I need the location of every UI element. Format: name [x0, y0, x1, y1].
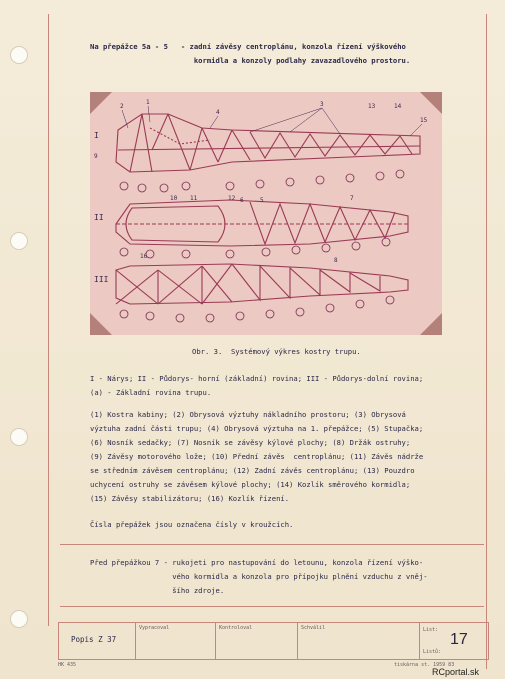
callout-3: 3 [320, 101, 324, 108]
callout-8: 8 [334, 257, 338, 264]
header-line-1: Na přepážce 5a - 5 - zadní závěsy centroplánu, konzola řízení výškového [90, 42, 406, 51]
items-legend-line-1: (1) Kostra kabiny; (2) Obrysová výztuhy nákladního prostoru; (3) Obrysová [90, 410, 406, 419]
page-number: 17 [450, 631, 468, 648]
callout-10: 10 [170, 195, 178, 202]
callout-14: 14 [394, 103, 402, 110]
bulkhead-note: Čísla přepážek jsou označena čísly v kroužcích. [90, 520, 294, 529]
cell-kontroloval [215, 623, 298, 659]
bottom-note-line-1: Před přepážkou 7 - rukojeti pro nastupování do letounu, konzola řízení výško- [90, 558, 424, 567]
left-margin-line [48, 14, 49, 626]
view-label-2: II [94, 213, 104, 222]
label-schvalil: Schválil [301, 625, 326, 631]
corner-mount [90, 313, 112, 335]
view-3-bottom-plan [116, 264, 408, 304]
callout-6: 6 [240, 197, 244, 204]
view-label-3: III [94, 275, 109, 284]
form-code: HK 435 [58, 662, 77, 668]
callout-9: 9 [94, 153, 98, 160]
punch-hole [10, 232, 28, 250]
callout-2: 2 [120, 103, 124, 110]
view-1-side-elevation [116, 114, 420, 172]
views-legend-line-2: (a) - Základní rovina trupu. [90, 388, 212, 397]
callout-4: 4 [216, 109, 220, 116]
view-label-1: I [94, 131, 99, 140]
figure-caption: Obr. 3. Systémový výkres kostry trupu. [192, 347, 361, 356]
callout-16: 16 [140, 253, 148, 260]
cell-list [419, 623, 488, 659]
fuselage-frame-drawing [90, 92, 442, 335]
label-vypracoval: Vypracoval [139, 625, 170, 631]
label-list: List: [423, 627, 439, 633]
corner-mount [420, 313, 442, 335]
watermark: RCportal.sk [432, 667, 480, 677]
print-code: tiskárna st. 1959 83 [394, 662, 455, 668]
corner-mount [420, 92, 442, 114]
cell-vypracoval [135, 623, 216, 659]
callout-13: 13 [368, 103, 376, 110]
callout-7: 7 [350, 195, 354, 202]
bottom-note-line-2: vého kormidla a konzola pro přípojku plnění vzduchu z vněj- [90, 572, 428, 581]
views-legend-line-1: I - Nárys; II - Půdorys- horní (základní) rovina; III - Půdorys-dolní rovina; [90, 374, 424, 383]
items-legend-line-7: (15) Závěsy stabilizátoru; (16) Kozlík řízení. [90, 494, 290, 503]
callout-15: 15 [420, 117, 428, 124]
callout-5: 5 [260, 197, 264, 204]
items-legend-line-3: (6) Nosník sedačky; (7) Nosník se závěsy kýlové plochy; (8) Držák ostruhy; [90, 438, 411, 447]
items-legend-line-5: se středním závěsem centroplánu; (12) Zadní závěs centroplánu; (13) Pouzdro [90, 466, 415, 475]
punch-hole [10, 610, 28, 628]
title-block [58, 622, 489, 660]
label-kontroloval: Kontroloval [219, 625, 253, 631]
callout-1: 1 [146, 99, 150, 106]
document-title: Popis Z 37 [71, 635, 117, 644]
divider-bottom [60, 606, 484, 607]
punch-hole [10, 428, 28, 446]
fuselage-diagram [90, 92, 442, 335]
divider-top [60, 544, 484, 545]
callout-12: 12 [228, 195, 236, 202]
label-listu: Listů: [423, 649, 442, 655]
callout-11: 11 [190, 195, 198, 202]
header-line-2: kormidla a konzoly podlahy zavazadlového prostoru. [90, 56, 411, 65]
right-margin-line [486, 14, 487, 669]
punch-hole [10, 46, 28, 64]
corner-mount [90, 92, 112, 114]
cell-schvalil [297, 623, 420, 659]
items-legend-line-2: výztuha zadní části trupu; (4) Obrysová výztuha na 1. přepážce; (5) Stupačka; [90, 424, 424, 433]
items-legend-line-4: (9) Závěsy motorového lože; (10) Přední závěs centroplánu; (11) Závěs nádrže [90, 452, 424, 461]
items-legend-line-6: uchycení ostruhy se závěsem kýlové plochy; (14) Kozlík směrového kormidla; [90, 480, 411, 489]
view-2-top-plan [116, 200, 408, 246]
bottom-note-line-3: šího zdroje. [90, 586, 225, 595]
